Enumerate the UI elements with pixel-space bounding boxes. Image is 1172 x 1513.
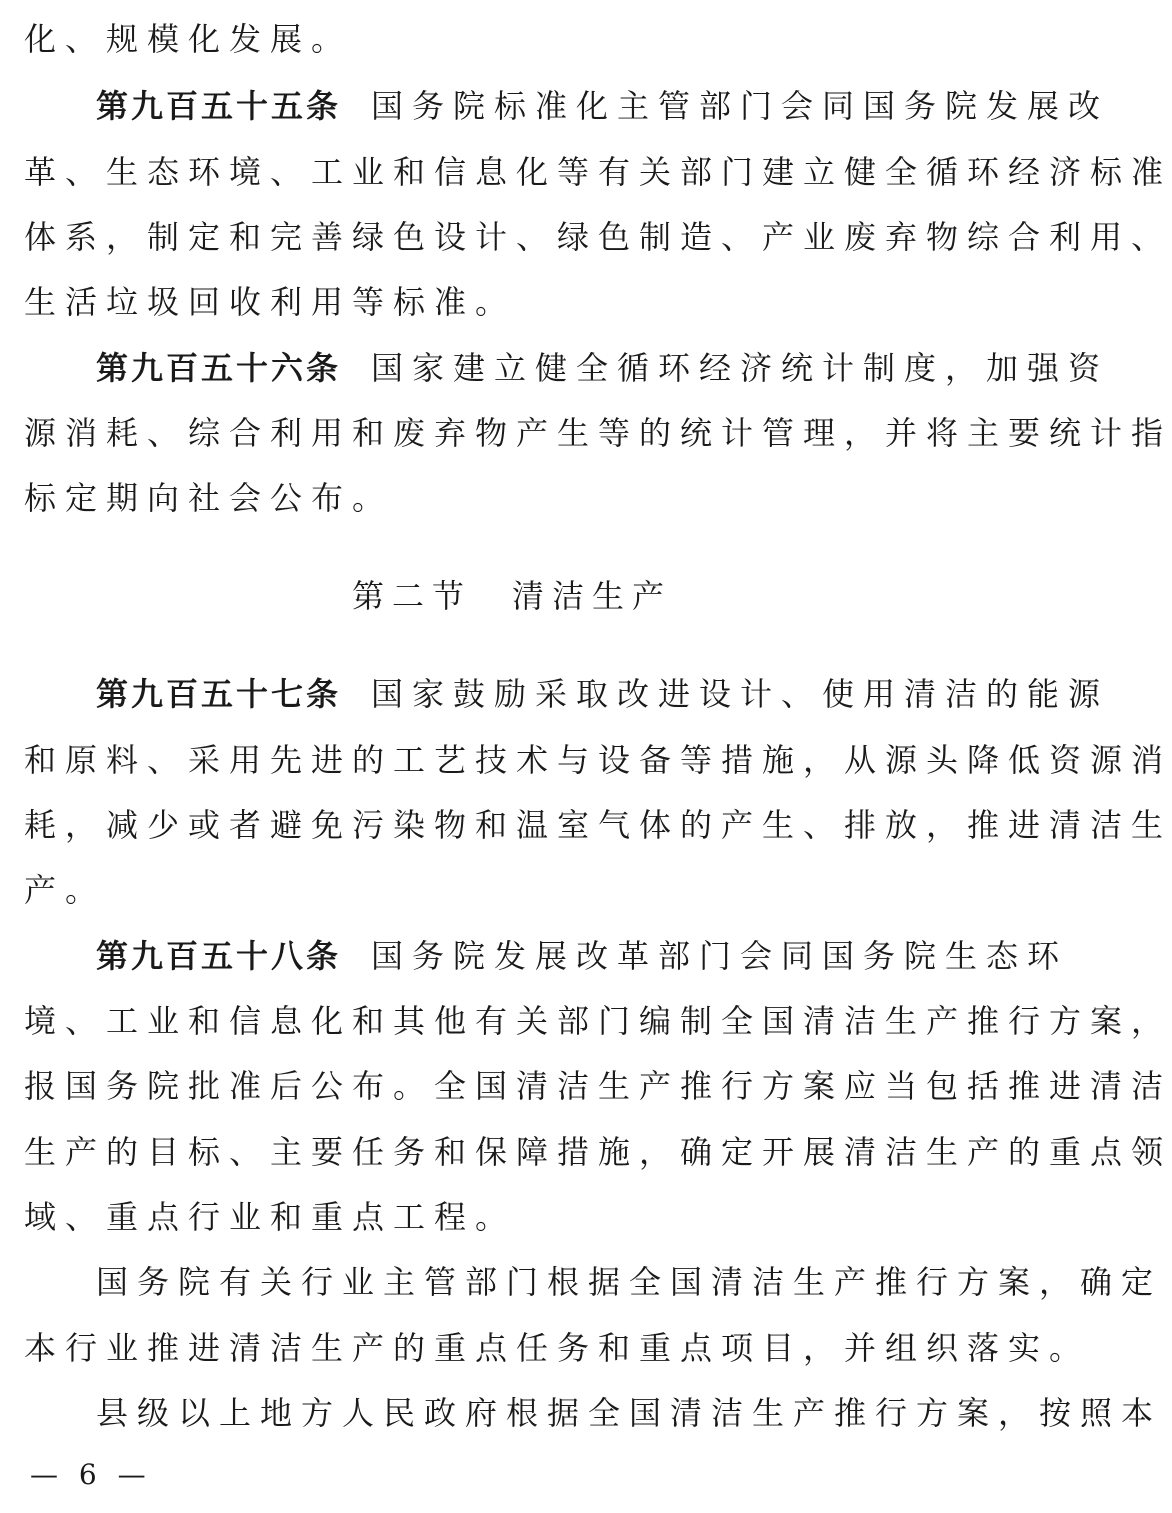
text-line: 本行业推进清洁生产的重点任务和重点项目，并组织落实。: [24, 1329, 1091, 1367]
article-957-text: 国家鼓励采取改进设计、使用清洁的能源: [371, 675, 1110, 713]
article-958-title: 第九百五十八条: [96, 937, 342, 975]
text-line: 境、工业和信息化和其他有关部门编制全国清洁生产推行方案，: [24, 1002, 1172, 1040]
article-956-first-line: [96, 346, 1110, 390]
text-line: 产。: [24, 871, 107, 909]
text-line: 生产的目标、主要任务和保障措施，确定开展清洁生产的重点领: [24, 1133, 1172, 1171]
article-955-title: 第九百五十五条: [96, 87, 342, 125]
text-line: 源消耗、综合利用和废弃物产生等的统计管理，并将主要统计指: [24, 414, 1172, 452]
text-line: 耗，减少或者避免污染物和温室气体的产生、排放，推进清洁生: [24, 806, 1172, 844]
section-heading: 第二节 清洁生产: [351, 577, 672, 615]
article-957-title: 第九百五十七条: [96, 675, 342, 713]
text-line: 革、生态环境、工业和信息化等有关部门建立健全循环经济标准: [24, 153, 1172, 191]
text-line: 报国务院批准后公布。全国清洁生产推行方案应当包括推进清洁: [24, 1067, 1172, 1105]
article-956-text: 国家建立健全循环经济统计制度，加强资: [371, 349, 1110, 387]
article-957-first-line: [96, 672, 1110, 716]
text-line: 域、重点行业和重点工程。: [24, 1198, 517, 1236]
text-line: 和原料、采用先进的工艺技术与设备等措施，从源头降低资源消: [24, 741, 1172, 779]
text-line: 生活垃圾回收利用等标准。: [24, 283, 517, 321]
text-line: 化、规模化发展。: [24, 20, 353, 58]
article-955-text: 国务院标准化主管部门会同国务院发展改: [371, 87, 1110, 125]
paragraph-first-line: 县级以上地方人民政府根据全国清洁生产推行方案，按照本: [96, 1394, 1163, 1432]
paragraph-first-line: 国务院有关行业主管部门根据全国清洁生产推行方案，确定: [96, 1263, 1163, 1301]
page-number: — 6 —: [30, 1458, 152, 1491]
text-line: 体系，制定和完善绿色设计、绿色制造、产业废弃物综合利用、: [24, 218, 1172, 256]
article-956-title: 第九百五十六条: [96, 349, 342, 387]
text-line: 标定期向社会公布。: [24, 479, 394, 517]
article-958-text: 国务院发展改革部门会同国务院生态环: [371, 937, 1069, 975]
article-955-first-line: [96, 84, 1110, 128]
article-958-first-line: [96, 934, 1069, 978]
